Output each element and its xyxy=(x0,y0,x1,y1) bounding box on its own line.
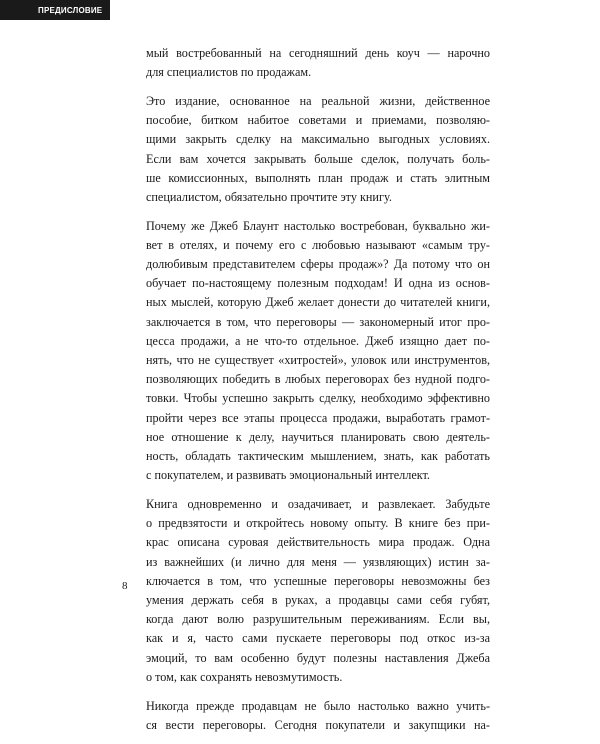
text-line: Никогда прежде продавцам не было настолько важно учить- xyxy=(146,698,490,713)
paragraph xyxy=(146,495,490,687)
text-line: вет в отелях, и почему его с любовью называют «самым тру- xyxy=(146,237,490,252)
paragraph xyxy=(146,217,490,486)
text-line: ше комиссионных, выполнять план продаж и стать элитным xyxy=(146,170,490,185)
text-line: ное отношение к делу, научиться планировать свою деятель- xyxy=(146,429,490,444)
text-line: пройти через все этапы процесса продажи, выработать грамот- xyxy=(146,410,490,425)
text-line: специалистом, обязательно прочтите эту книгу. xyxy=(146,189,392,204)
text-line: для специалистов по продажам. xyxy=(146,65,312,80)
text-line: ность, обладать тактическим мышлением, знать, как работать xyxy=(146,449,490,464)
text-line: как и я, часто сами пускаете переговоры под откос из-за xyxy=(146,631,490,646)
text-line: товки. Чтобы успешно закрыть сделку, необходимо эффективно xyxy=(146,391,490,406)
paragraph xyxy=(146,697,490,735)
text-line: щими закрыть сделку на максимально выгодных условиях. xyxy=(146,132,490,147)
text-line: заключается в том, что переговоры — закономерный итог про- xyxy=(146,314,490,329)
text-line: ся вести переговоры. Сегодня покупатели и закупщики на- xyxy=(146,717,490,732)
text-line: о том, как сохранять невозмутимость. xyxy=(146,669,343,684)
text-line: когда дают волю разрушительным переживаниям. Если вы, xyxy=(146,612,490,627)
text-line: цесса продажи, а не что-то отдельное. Джеб изящно дает по- xyxy=(146,333,490,348)
text-line: Почему же Джеб Блаунт настолько востребован, буквально жи- xyxy=(146,218,490,233)
body-text xyxy=(146,44,490,744)
text-line: нять, что не существует «хитростей», уловок или инструментов, xyxy=(146,353,490,368)
text-line: из важнейших (и лично для меня — уязвляющих) истин за- xyxy=(146,554,490,569)
text-line: эмоций, то вам особенно будут полезны наставления Джеба xyxy=(146,650,490,665)
text-line: крас описана суровая действительность мира продаж. Одна xyxy=(146,535,490,550)
text-line: Книга одновременно и озадачивает, и развлекает. Забудьте xyxy=(146,496,490,511)
text-line: о предвзятости и откройтесь новому опыту. В книге без при- xyxy=(146,516,490,531)
text-line: пособие, битком набитое советами и приемами, позволяю- xyxy=(146,113,490,128)
text-line: позволяющих победить в любых переговорах без нудной подго- xyxy=(146,372,490,387)
text-line: Если вам хочется закрывать больше сделок, получать боль- xyxy=(146,151,490,166)
text-line: умения держать себя в руках, а продавцы сами себя губят, xyxy=(146,592,490,607)
running-head: ПРЕДИСЛОВИЕ xyxy=(0,0,110,20)
text-line: мый востребованный на сегодняшний день коуч — нарочно xyxy=(146,46,490,60)
paragraph xyxy=(146,44,490,82)
text-line: с покупателем, и развивать эмоциональный интеллект. xyxy=(146,468,430,483)
text-line: долюбивым представителем сферы продаж»? Да потому что он xyxy=(146,257,490,272)
text-line: ключается в том, что успешные переговоры невозможны без xyxy=(146,573,490,588)
page-number: 8 xyxy=(122,580,128,592)
paragraph xyxy=(146,92,490,207)
text-line: Это издание, основанное на реальной жизни, действенное xyxy=(146,93,490,108)
text-line: ных мыслей, которую Джеб желает донести до читателей книги, xyxy=(146,295,490,310)
text-line: обучает по-настоящему полезным подходам! И одна из основ- xyxy=(146,276,490,291)
